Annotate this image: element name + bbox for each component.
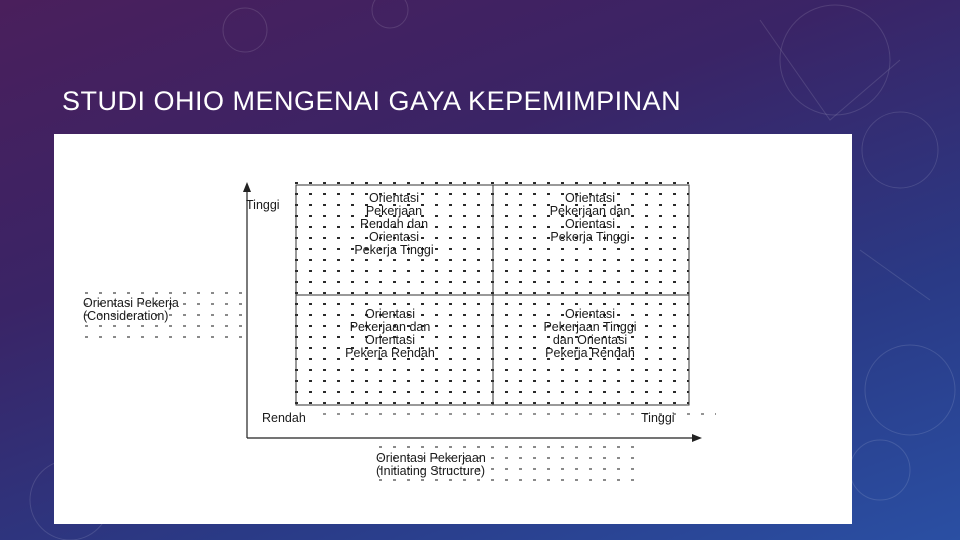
quadrant-line: Pekerjaan Tinggi xyxy=(543,320,637,334)
quadrant-line: Orientasi xyxy=(564,307,616,321)
quadrant-bottom-right xyxy=(520,308,660,360)
quadrant-line: Orientasi xyxy=(368,191,420,205)
x-axis-high-label: Tinggi xyxy=(641,411,675,425)
quadrant-line: Orientasi xyxy=(564,191,616,205)
x-axis-low-label: Rendah xyxy=(262,411,306,425)
quadrant-line: dan Orientasi xyxy=(552,333,628,347)
x-axis-arrow xyxy=(692,434,702,442)
y-axis-title-line: Orientasi Pekerja xyxy=(83,296,179,310)
x-axis-title xyxy=(376,452,486,478)
x-axis-title-line: (Initiating Structure) xyxy=(376,464,486,478)
y-axis-arrow xyxy=(243,182,251,192)
quadrant-line: Pekerjaan dan xyxy=(349,320,431,334)
quadrant-bottom-left xyxy=(320,308,460,360)
x-axis-title-line: Orientasi Pekerjaan xyxy=(376,451,486,465)
quadrant-line: Pekerjaan xyxy=(365,204,423,218)
quadrant-top-left xyxy=(324,192,464,257)
slide-title: STUDI OHIO MENGENAI GAYA KEPEMIMPINAN xyxy=(62,86,682,117)
quadrant-line: Rendah dan xyxy=(359,217,429,231)
quadrant-line: Pekerja Tinggi xyxy=(354,243,434,257)
leadership-diagram xyxy=(54,134,852,524)
y-axis-high-label: Tinggi xyxy=(246,198,280,212)
quadrant-line: Orientasi xyxy=(368,230,420,244)
quadrant-line: Orientasi xyxy=(364,307,416,321)
quadrant-line: Pekerja Rendah xyxy=(545,346,635,360)
quadrant-line: Pekerja Rendah xyxy=(345,346,435,360)
quadrant-line: Pekerjaan dan xyxy=(549,204,631,218)
y-axis-title xyxy=(83,297,179,323)
quadrant-line: Orientasi xyxy=(364,333,416,347)
quadrant-line: Pekerja Tinggi xyxy=(550,230,630,244)
quadrant-line: Orientasi xyxy=(564,217,616,231)
quadrant-top-right xyxy=(520,192,660,244)
y-axis-title-line: (Consideration) xyxy=(83,309,169,323)
